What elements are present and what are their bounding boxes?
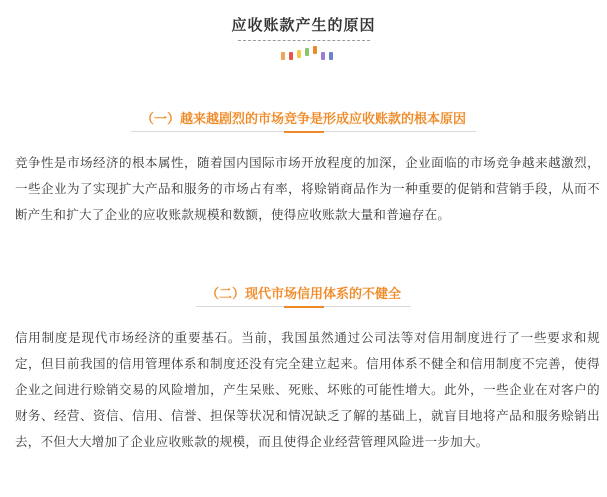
- color-bar: [321, 52, 325, 60]
- color-bar: [329, 52, 333, 60]
- section-heading-text: （二）现代市场信用体系的不健全: [196, 283, 411, 307]
- title-divider: [238, 40, 370, 41]
- section-paragraph-1: 竞争性是市场经济的根本属性，随着国内国际市场开放程度的加深，企业面临的市场竞争越来越激烈，一些企业为了实现扩大产品和服务的市场占有率，将赊销商品作为一种重要的促销和营销手段，从而不断产生和扩大了企业的应收账款规模和数额，使得应收账款大量和普遍存在。: [15, 155, 600, 222]
- color-bar: [281, 52, 285, 60]
- color-bar: [313, 46, 317, 54]
- section-paragraph-2: 信用制度是现代市场经济的重要基石。当前，我国虽然通过公司法等对信用制度进行了一些要求和规定，但目前我国的信用管理体系和制度还没有完全建立起来。信用体系不健全和信用制度不完善，使得企业之间进行赊销交易的风险增加，产生呆账、死账、坏账的可能性增大。此外，一些企业在对客户的财务、经营、资信、信用、信誉、担保等状况和情况缺乏了解的基础上，就盲目地将产品和服务赊销出去，不但大大增加了企业应收账款的规模，而且使得企业经营管理风险进一步加大。: [15, 330, 600, 449]
- color-bar: [305, 48, 309, 56]
- heading-accent-line: [284, 306, 324, 308]
- decorative-color-bars: [281, 46, 341, 64]
- color-bar: [297, 50, 301, 58]
- section-heading-2: [0, 283, 607, 309]
- page-title: 应收账款产生的原因: [231, 16, 376, 34]
- color-bar: [289, 52, 293, 60]
- heading-accent-line: [284, 131, 324, 133]
- section-heading-text: （一）越来越剧烈的市场竞争是形成应收账款的根本原因: [131, 108, 476, 132]
- section-heading-1: [0, 108, 607, 134]
